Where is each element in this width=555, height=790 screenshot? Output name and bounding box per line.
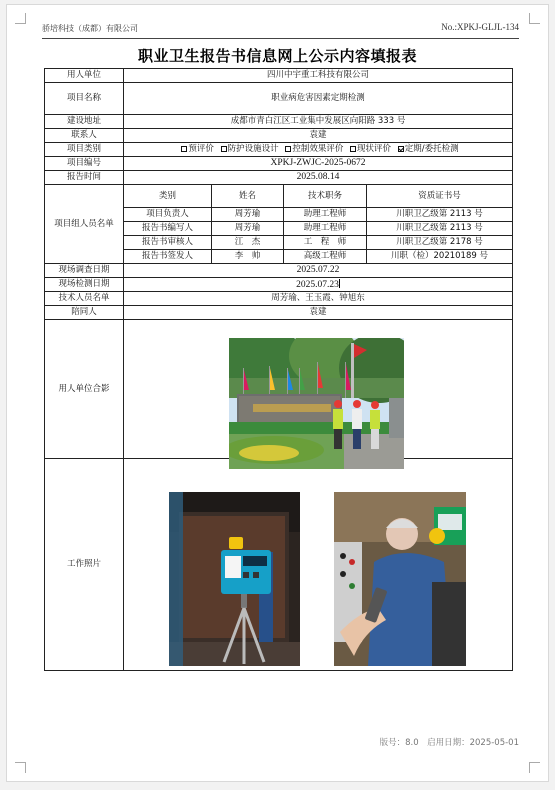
staff-value[interactable]: 周芳瑜、王玉霞、钟旭东 xyxy=(124,292,513,306)
team-name[interactable]: 江 杰 xyxy=(212,236,284,250)
person-figure xyxy=(333,400,380,449)
employer-label: 用人单位 xyxy=(45,69,124,83)
survey-date-label: 现场调查日期 xyxy=(45,264,124,278)
project-no-label: 项目编号 xyxy=(45,157,124,171)
test-date-label: 现场检测日期 xyxy=(45,278,124,292)
team-role: 报告书审核人 xyxy=(124,236,212,250)
team-role: 报告书签发人 xyxy=(124,250,212,264)
staff-label: 技术人员名单 xyxy=(45,292,124,306)
project-name-label: 项目名称 xyxy=(45,83,124,115)
checkbox-pre-evaluation[interactable] xyxy=(181,146,187,152)
footer-version: 版号：8.0 启用日期：2025-05-01 xyxy=(379,738,519,748)
team-title[interactable]: 工 程 师 xyxy=(284,236,367,250)
team-cert[interactable]: 川职卫乙级第 2178 号 xyxy=(367,236,513,250)
escort-label: 陪同人 xyxy=(45,306,124,320)
category-options xyxy=(124,143,513,157)
team-header-name: 姓名 xyxy=(212,185,284,208)
document-title: 职业卫生报告书信息网上公示内容填报表 xyxy=(137,47,417,65)
checkbox-status-evaluation[interactable] xyxy=(350,146,356,152)
team-header-cert: 资质证书号 xyxy=(367,185,513,208)
checkbox-protection-design[interactable] xyxy=(221,146,227,152)
team-title[interactable]: 助理工程师 xyxy=(284,222,367,236)
work-photo-operator[interactable] xyxy=(334,492,466,666)
employer-value[interactable]: 四川中宇重工科技有限公司 xyxy=(124,69,513,83)
team-label: 项目组人员名单 xyxy=(45,185,124,264)
team-name[interactable]: 周芳瑜 xyxy=(212,222,284,236)
option-periodic-testing: 定期/委托检测 xyxy=(404,144,459,155)
header-rule xyxy=(42,38,519,39)
header-company: 骄培科技（成都）有限公司 xyxy=(42,24,138,33)
text-cursor xyxy=(339,279,340,288)
work-photo-label: 工作照片 xyxy=(45,459,124,671)
margin-mark xyxy=(15,762,26,773)
contact-value[interactable]: 袁建 xyxy=(124,129,513,143)
team-name[interactable]: 李 帅 xyxy=(212,250,284,264)
test-date-value[interactable]: 2025.07.23 xyxy=(124,278,513,292)
survey-date-value[interactable]: 2025.07.22 xyxy=(124,264,513,278)
option-protection-design: 防护设施设计 xyxy=(227,144,279,155)
header-doc-number: No.:XPKJ-GLJL-134 xyxy=(441,22,519,32)
team-cert[interactable]: 川职卫乙级第 2113 号 xyxy=(367,222,513,236)
team-title[interactable]: 高级工程师 xyxy=(284,250,367,264)
team-cert[interactable]: 川职（检）20210189 号 xyxy=(367,250,513,264)
margin-mark xyxy=(529,13,540,24)
team-header-role: 类别 xyxy=(124,185,212,208)
team-role: 项目负责人 xyxy=(124,208,212,222)
margin-mark xyxy=(529,762,540,773)
escort-value[interactable]: 袁建 xyxy=(124,306,513,320)
address-label: 建设地址 xyxy=(45,115,124,129)
option-control-effect: 控制效果评价 xyxy=(292,144,344,155)
option-pre-evaluation: 预评价 xyxy=(188,144,214,155)
work-photo-instrument[interactable] xyxy=(169,492,300,666)
team-header-title: 技术职务 xyxy=(284,185,367,208)
project-name-value[interactable]: 职业病危害因素定期检测 xyxy=(124,83,513,115)
option-status-evaluation: 现状评价 xyxy=(357,144,392,155)
checkbox-periodic-testing[interactable] xyxy=(398,146,404,152)
group-photo[interactable] xyxy=(229,338,404,469)
team-name[interactable]: 周芳瑜 xyxy=(212,208,284,222)
address-value[interactable]: 成都市青白江区工业集中发展区向阳路 333 号 xyxy=(124,115,513,129)
category-label: 项目类别 xyxy=(45,143,124,157)
checkbox-control-effect[interactable] xyxy=(285,146,291,152)
team-role: 报告书编写人 xyxy=(124,222,212,236)
team-cert[interactable]: 川职卫乙级第 2113 号 xyxy=(367,208,513,222)
group-photo-label: 用人单位合影 xyxy=(45,320,124,459)
team-title[interactable]: 助理工程师 xyxy=(284,208,367,222)
report-time-value[interactable]: 2025.08.14 xyxy=(124,171,513,185)
contact-label: 联系人 xyxy=(45,129,124,143)
report-time-label: 报告时间 xyxy=(45,171,124,185)
margin-mark xyxy=(15,13,26,24)
project-no-value[interactable]: XPKJ-ZWJC-2025-0672 xyxy=(124,157,513,171)
